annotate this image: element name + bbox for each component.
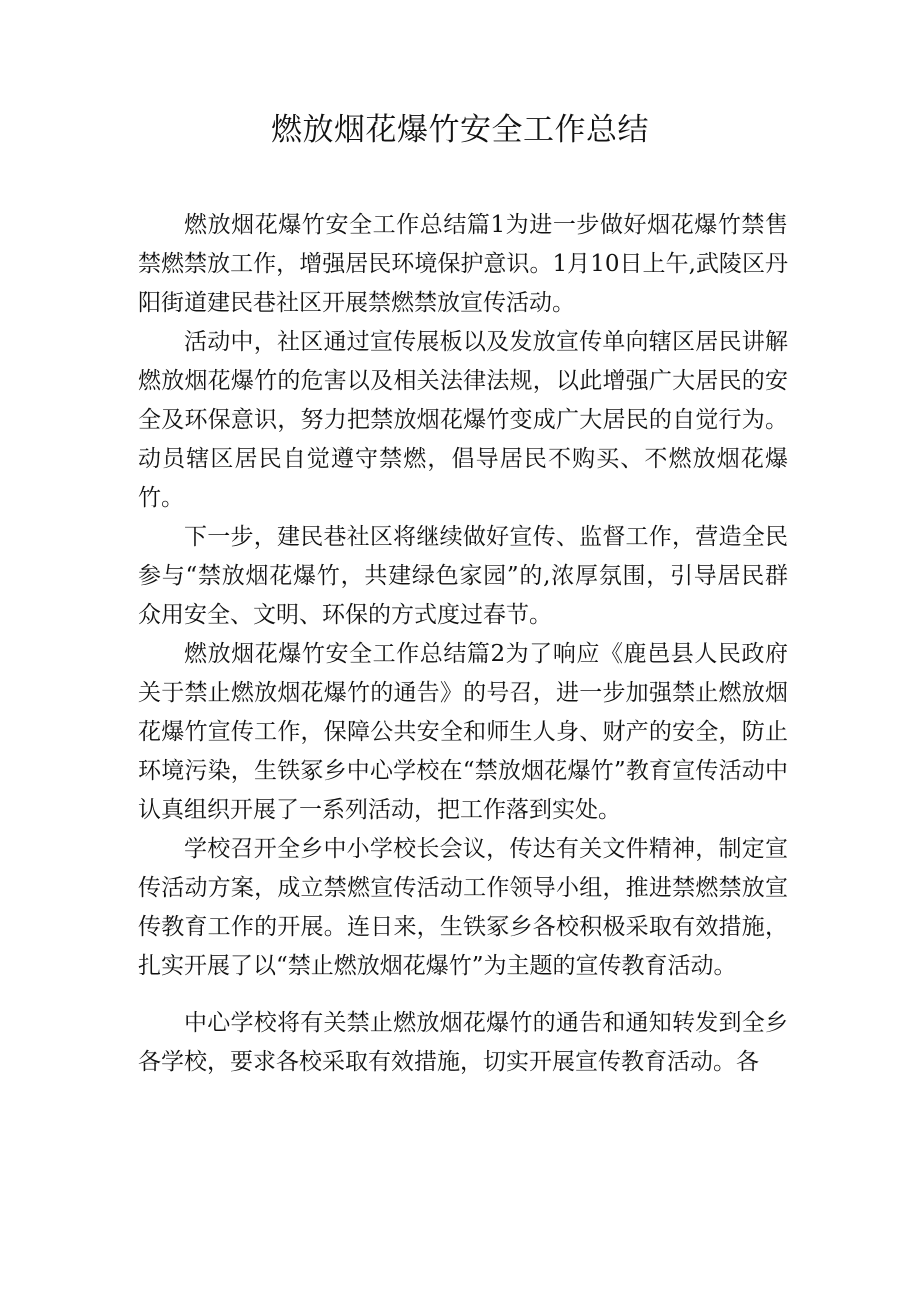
document-body bbox=[138, 206, 788, 1082]
paragraph-4: 燃放烟花爆竹安全工作总结篇2为了响应《鹿邑县人民政府关于禁止燃放烟花爆竹的通告》的号召，进一步加强禁止燃放烟花爆竹宣传工作，保障公共安全和师生人身、财产的安全，防止环境污染，生铁冢乡中心学校在“禁放烟花爆竹”教育宣传活动中认真组织开展了一系列活动，把工作落到实处。 bbox=[138, 641, 788, 823]
document-title: 燃放烟花爆竹安全工作总结 bbox=[271, 112, 649, 148]
paragraph-6: 中心学校将有关禁止燃放烟花爆竹的通告和通知转发到全乡各学校，要求各校采取有效措施，切实开展宣传教育活动。各 bbox=[138, 1010, 788, 1075]
paragraph-5: 学校召开全乡中小学校长会议，传达有关文件精神，制定宣传活动方案，成立禁燃宣传活动工作领导小组，推进禁燃禁放宣传教育工作的开展。连日来，生铁冢乡各校积极采取有效措施，扎实开展了以“禁止燃放烟花爆竹”为主题的宣传教育活动。 bbox=[138, 836, 788, 979]
paragraph-1: 燃放烟花爆竹安全工作总结篇1为进一步做好烟花爆竹禁售禁燃禁放工作，增强居民环境保护意识。1月10日上午,武陵区丹阳街道建民巷社区开展禁燃禁放宣传活动。 bbox=[138, 212, 788, 316]
paragraph-3: 下一步，建民巷社区将继续做好宣传、监督工作，营造全民参与“禁放烟花爆竹，共建绿色家园”的,浓厚氛围，引导居民群众用安全、文明、环保的方式度过春节。 bbox=[138, 524, 788, 628]
paragraph-2: 活动中，社区通过宣传展板以及发放宣传单向辖区居民讲解燃放烟花爆竹的危害以及相关法律法规，以此增强广大居民的安全及环保意识，努力把禁放烟花爆竹变成广大居民的自觉行为。动员辖区居民自觉遵守禁燃，倡导居民不购买、不燃放烟花爆竹。 bbox=[138, 329, 788, 511]
